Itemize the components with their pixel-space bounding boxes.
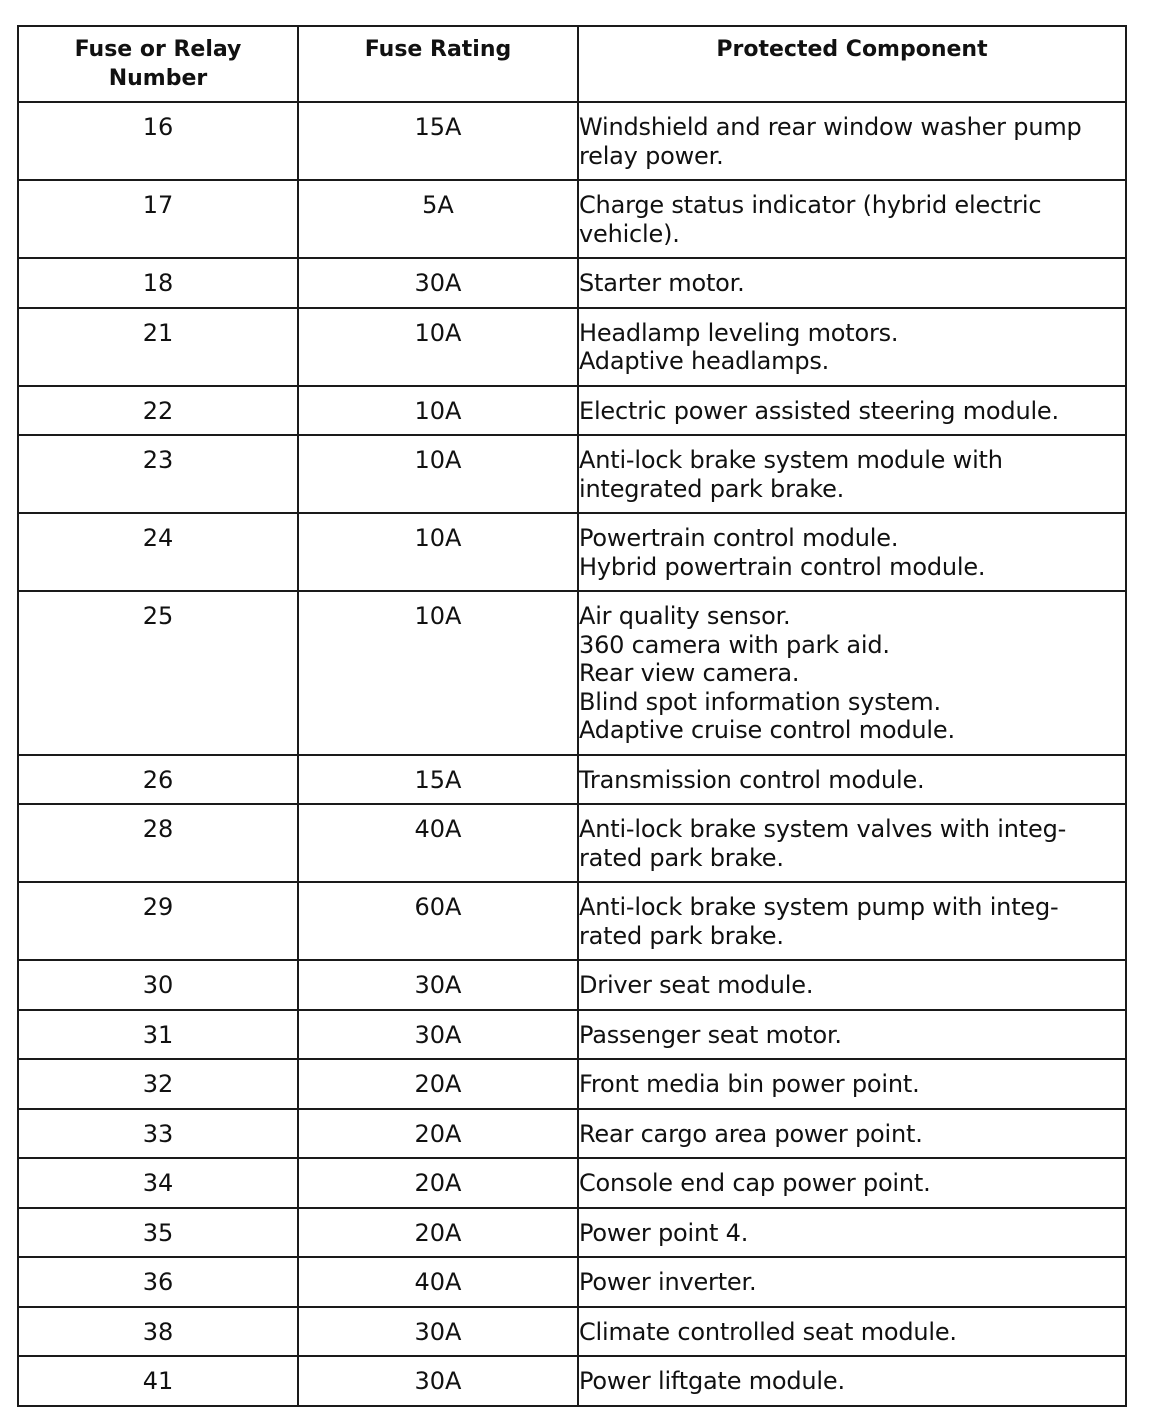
table-header xyxy=(18,26,1126,102)
fuse-number-cell: 28 xyxy=(18,804,298,882)
protected-component-cell xyxy=(578,435,1126,513)
fuse-rating-cell: 10A xyxy=(298,308,578,386)
fuse-rating-cell: 20A xyxy=(298,1059,578,1109)
protected-component-cell xyxy=(578,1257,1126,1307)
fuse-rating-cell: 40A xyxy=(298,1257,578,1307)
table-row xyxy=(18,882,1126,960)
component-line: Headlamp leveling motors. xyxy=(579,318,899,347)
fuse-number-cell: 41 xyxy=(18,1356,298,1406)
fuse-number-cell: 21 xyxy=(18,308,298,386)
component-line: Windshield and rear window washer pump relay power. xyxy=(579,113,1082,170)
fuse-number-cell: 18 xyxy=(18,258,298,308)
table-row xyxy=(18,180,1126,258)
component-line: Front media bin power point. xyxy=(579,1070,920,1098)
component-line: Power liftgate module. xyxy=(579,1367,845,1395)
component-line: Driver seat module. xyxy=(579,971,814,999)
fuse-rating-cell: 30A xyxy=(298,1010,578,1060)
protected-component-cell xyxy=(578,882,1126,960)
protected-component-cell xyxy=(578,591,1126,755)
fuse-rating-cell: 60A xyxy=(298,882,578,960)
fuse-rating-cell: 10A xyxy=(298,386,578,436)
fuse-rating-cell: 30A xyxy=(298,258,578,308)
fuse-number-cell: 22 xyxy=(18,386,298,436)
component-line: Electric power assisted steering module. xyxy=(579,396,1059,425)
table-row xyxy=(18,1010,1126,1060)
protected-component-cell xyxy=(578,1158,1126,1208)
component-line: Charge status indicator (hybrid electric vehicle). xyxy=(579,191,1042,248)
fuse-number-cell: 30 xyxy=(18,960,298,1010)
component-line: Hybrid powertrain control module. xyxy=(579,552,986,581)
protected-component-cell xyxy=(578,804,1126,882)
fuse-number-cell: 24 xyxy=(18,513,298,591)
fuse-number-cell: 33 xyxy=(18,1109,298,1159)
component-line: Anti-lock brake system pump with integ- rated park brake. xyxy=(579,893,1059,950)
fuse-number-cell: 36 xyxy=(18,1257,298,1307)
fuse-rating-cell: 30A xyxy=(298,1307,578,1357)
protected-component-cell xyxy=(578,755,1126,805)
fuse-rating-cell: 15A xyxy=(298,755,578,805)
component-line: Powertrain control module. xyxy=(579,524,899,552)
fuse-rating-cell: 30A xyxy=(298,1356,578,1406)
table-row xyxy=(18,591,1126,755)
component-line: Climate controlled seat module. xyxy=(579,1317,957,1346)
fuse-number-cell: 35 xyxy=(18,1208,298,1258)
fuse-rating-cell: 10A xyxy=(298,435,578,513)
header-fuse-rating: Fuse Rating xyxy=(298,26,578,102)
table-row xyxy=(18,1059,1126,1109)
fuse-rating-cell: 30A xyxy=(298,960,578,1010)
table-row xyxy=(18,804,1126,882)
fuse-rating-cell: 10A xyxy=(298,513,578,591)
protected-component-cell xyxy=(578,1208,1126,1258)
table-row xyxy=(18,435,1126,513)
table-row xyxy=(18,1109,1126,1159)
fuse-rating-cell: 20A xyxy=(298,1158,578,1208)
fuse-rating-cell: 15A xyxy=(298,102,578,180)
table-row xyxy=(18,308,1126,386)
protected-component-cell xyxy=(578,1010,1126,1060)
table-row xyxy=(18,960,1126,1010)
fuse-table xyxy=(17,25,1127,1407)
protected-component-cell xyxy=(578,1109,1126,1159)
header-protected-component: Protected Component xyxy=(578,26,1126,102)
fuse-rating-cell: 20A xyxy=(298,1208,578,1258)
table-row xyxy=(18,1158,1126,1208)
table-row xyxy=(18,102,1126,180)
component-line: Adaptive cruise control module. xyxy=(579,716,955,744)
component-line: Starter motor. xyxy=(579,269,745,297)
component-line: Rear view camera. xyxy=(579,659,800,687)
header-row xyxy=(18,26,1126,102)
table-row xyxy=(18,755,1126,805)
table-row xyxy=(18,513,1126,591)
fuse-number-cell: 26 xyxy=(18,755,298,805)
fuse-number-cell: 23 xyxy=(18,435,298,513)
component-line: Air quality sensor. xyxy=(579,602,791,630)
table-row xyxy=(18,1257,1126,1307)
protected-component-cell xyxy=(578,1307,1126,1357)
component-line: Blind spot information system. xyxy=(579,687,941,716)
protected-component-cell xyxy=(578,180,1126,258)
fuse-number-cell: 32 xyxy=(18,1059,298,1109)
component-line: Anti-lock brake system valves with integ- rated park brake. xyxy=(579,815,1067,872)
fuse-number-cell: 38 xyxy=(18,1307,298,1357)
component-line: Passenger seat motor. xyxy=(579,1020,842,1049)
protected-component-cell xyxy=(578,513,1126,591)
component-line: Power point 4. xyxy=(579,1218,749,1247)
fuse-number-cell: 16 xyxy=(18,102,298,180)
component-line: Console end cap power point. xyxy=(579,1169,931,1197)
fuse-rating-cell: 20A xyxy=(298,1109,578,1159)
header-fuse-number-label: Fuse or Relay Number xyxy=(74,37,242,91)
fuse-number-cell: 31 xyxy=(18,1010,298,1060)
component-line: 360 camera with park aid. xyxy=(579,630,890,659)
fuse-number-cell: 17 xyxy=(18,180,298,258)
component-line: Adaptive headlamps. xyxy=(579,347,830,375)
protected-component-cell xyxy=(578,386,1126,436)
fuse-number-cell: 25 xyxy=(18,591,298,755)
fuse-number-cell: 29 xyxy=(18,882,298,960)
protected-component-cell xyxy=(578,308,1126,386)
table-row xyxy=(18,1307,1126,1357)
table-row xyxy=(18,1356,1126,1406)
fuse-rating-cell: 10A xyxy=(298,591,578,755)
fuse-number-cell: 34 xyxy=(18,1158,298,1208)
component-line: Power inverter. xyxy=(579,1268,757,1296)
protected-component-cell xyxy=(578,1059,1126,1109)
component-line: Transmission control module. xyxy=(579,765,925,794)
protected-component-cell xyxy=(578,1356,1126,1406)
header-fuse-number xyxy=(18,26,298,102)
table-body xyxy=(18,102,1126,1406)
table-row xyxy=(18,1208,1126,1258)
protected-component-cell xyxy=(578,960,1126,1010)
protected-component-cell xyxy=(578,102,1126,180)
table-row xyxy=(18,386,1126,436)
protected-component-cell xyxy=(578,258,1126,308)
component-line: Rear cargo area power point. xyxy=(579,1119,923,1148)
table-row xyxy=(18,258,1126,308)
fuse-rating-cell: 5A xyxy=(298,180,578,258)
component-line: Anti-lock brake system module with integrated park brake. xyxy=(579,446,1003,503)
fuse-rating-cell: 40A xyxy=(298,804,578,882)
